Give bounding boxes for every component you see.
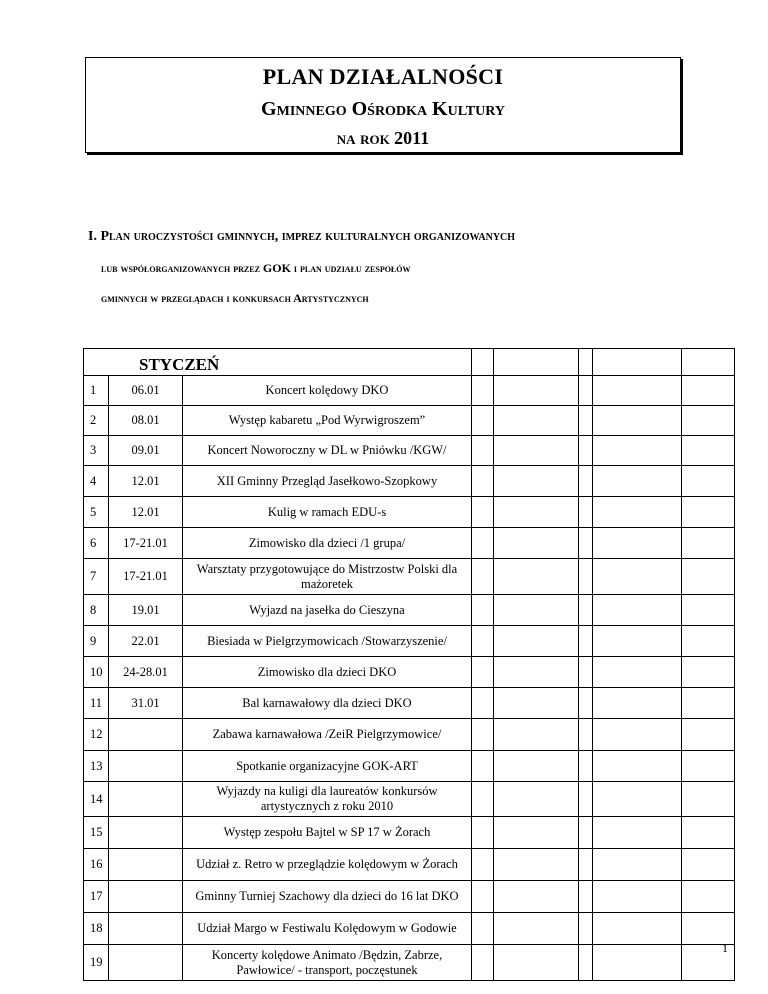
empty-cell (472, 528, 494, 559)
row-description: Koncerty kolędowe Animato /Będzin, Zabrze, Pawłowice/ - transport, poczęstunek (183, 945, 472, 981)
row-number: 16 (84, 849, 109, 881)
table-row (84, 751, 735, 782)
empty-cell (472, 751, 494, 782)
row-number: 2 (84, 406, 109, 436)
empty-cell (494, 782, 579, 817)
events-table (83, 348, 735, 981)
empty-cell (579, 466, 593, 497)
empty-cell (472, 559, 494, 595)
row-description: Koncert kolędowy DKO (183, 376, 472, 406)
row-number: 8 (84, 595, 109, 626)
empty-cell (593, 466, 682, 497)
empty-cell (494, 751, 579, 782)
table-row (84, 945, 735, 981)
row-number: 9 (84, 626, 109, 657)
row-number: 12 (84, 719, 109, 751)
empty-cell (472, 817, 494, 849)
table-row (84, 881, 735, 913)
document-subtitle: Gminnego Ośrodka Kultury (261, 98, 505, 120)
empty-cell (682, 595, 735, 626)
empty-cell (494, 595, 579, 626)
table-row (84, 595, 735, 626)
empty-cell (593, 376, 682, 406)
empty-cell (682, 466, 735, 497)
empty-cell (579, 559, 593, 595)
empty-cell (593, 751, 682, 782)
empty-cell (593, 436, 682, 466)
empty-cell (593, 657, 682, 688)
row-date: 31.01 (109, 688, 183, 719)
row-date (109, 945, 183, 981)
empty-cell (579, 436, 593, 466)
empty-cell (579, 881, 593, 913)
empty-cell (472, 436, 494, 466)
table-row (84, 849, 735, 881)
empty-cell (682, 657, 735, 688)
empty-cell (579, 688, 593, 719)
row-date: 22.01 (109, 626, 183, 657)
row-description: Występ zespołu Bajtel w SP 17 w Żorach (183, 817, 472, 849)
empty-cell (494, 688, 579, 719)
row-date: 17-21.01 (109, 528, 183, 559)
document-title: PLAN DZIAŁALNOŚCI (262, 64, 504, 89)
empty-cell (682, 626, 735, 657)
row-description: Gminny Turniej Szachowy dla dzieci do 16 lat DKO (183, 881, 472, 913)
table-row (84, 657, 735, 688)
empty-cell (682, 913, 735, 945)
section-heading-line-3: gminnych w przeglądach i konkursach Artystycznych (101, 291, 369, 305)
empty-cell (579, 376, 593, 406)
row-date (109, 719, 183, 751)
row-number: 3 (84, 436, 109, 466)
table-row (84, 528, 735, 559)
empty-cell (682, 751, 735, 782)
row-number: 10 (84, 657, 109, 688)
row-date: 12.01 (109, 466, 183, 497)
row-number: 5 (84, 497, 109, 528)
empty-cell (579, 595, 593, 626)
row-number: 11 (84, 688, 109, 719)
empty-cell (682, 406, 735, 436)
row-description: Wyjazd na jasełka do Cieszyna (183, 595, 472, 626)
empty-cell (579, 719, 593, 751)
empty-cell (682, 881, 735, 913)
empty-cell (593, 497, 682, 528)
table-row (84, 626, 735, 657)
empty-cell (593, 626, 682, 657)
empty-cell (593, 719, 682, 751)
empty-cell (472, 497, 494, 528)
table-row (84, 719, 735, 751)
row-number: 19 (84, 945, 109, 981)
row-description: Występ kabaretu „Pod Wyrwigroszem” (183, 406, 472, 436)
row-description: Spotkanie organizacyjne GOK-ART (183, 751, 472, 782)
row-date (109, 881, 183, 913)
row-description: XII Gminny Przegląd Jasełkowo-Szopkowy (183, 466, 472, 497)
empty-cell (472, 913, 494, 945)
row-date: 17-21.01 (109, 559, 183, 595)
empty-cell (494, 945, 579, 981)
empty-cell (472, 376, 494, 406)
table-row (84, 913, 735, 945)
document-year: na rok 2011 (336, 128, 430, 148)
empty-cell (682, 719, 735, 751)
empty-cell (682, 559, 735, 595)
empty-cell (472, 782, 494, 817)
empty-cell (494, 436, 579, 466)
empty-cell (494, 528, 579, 559)
empty-cell (494, 657, 579, 688)
empty-cell (593, 688, 682, 719)
month-name: STYCZEŃ (139, 355, 220, 374)
row-date (109, 849, 183, 881)
empty-cell (579, 406, 593, 436)
empty-cell (593, 559, 682, 595)
table-row (84, 782, 735, 817)
row-number: 14 (84, 782, 109, 817)
empty-cell (494, 466, 579, 497)
empty-cell (579, 817, 593, 849)
row-date (109, 913, 183, 945)
row-description: Bal karnawałowy dla dzieci DKO (183, 688, 472, 719)
empty-cell (682, 436, 735, 466)
empty-cell (579, 751, 593, 782)
page-number: 1 (722, 941, 728, 955)
empty-cell (579, 782, 593, 817)
row-date: 08.01 (109, 406, 183, 436)
row-date: 09.01 (109, 436, 183, 466)
row-description: Udział Margo w Festiwalu Kolędowym w Godowie (183, 913, 472, 945)
empty-cell (472, 406, 494, 436)
empty-cell (472, 849, 494, 881)
section-heading-line-1: I. Plan uroczystości gminnych, imprez kulturalnych organizowanych (88, 229, 516, 244)
empty-cell (494, 626, 579, 657)
empty-cell (682, 497, 735, 528)
row-description: Kulig w ramach EDU-s (183, 497, 472, 528)
row-number: 17 (84, 881, 109, 913)
empty-cell (682, 688, 735, 719)
empty-cell (494, 497, 579, 528)
empty-cell (494, 817, 579, 849)
empty-cell (472, 626, 494, 657)
empty-cell (472, 881, 494, 913)
empty-cell (593, 913, 682, 945)
empty-cell (593, 849, 682, 881)
empty-cell (682, 376, 735, 406)
section-heading (88, 228, 708, 306)
row-date: 19.01 (109, 595, 183, 626)
title-box (85, 57, 681, 153)
empty-cell (472, 657, 494, 688)
row-description: Wyjazdy na kuligi dla laureatów konkursów artystycznych z roku 2010 (183, 782, 472, 817)
row-number: 15 (84, 817, 109, 849)
empty-cell (682, 528, 735, 559)
row-date (109, 817, 183, 849)
events-table-body (84, 376, 735, 981)
empty-cell (579, 497, 593, 528)
row-date: 12.01 (109, 497, 183, 528)
row-date: 06.01 (109, 376, 183, 406)
section-heading-line-2: lub współorganizowanych przez GOK i plan udziału zespołów (101, 261, 411, 275)
empty-cell (472, 719, 494, 751)
table-row (84, 817, 735, 849)
row-number: 6 (84, 528, 109, 559)
row-description: Biesiada w Pielgrzymowicach /Stowarzyszenie/ (183, 626, 472, 657)
table-row (84, 466, 735, 497)
empty-cell (472, 945, 494, 981)
empty-cell (593, 528, 682, 559)
empty-cell (593, 406, 682, 436)
empty-cell (593, 817, 682, 849)
table-row (84, 436, 735, 466)
table-row (84, 497, 735, 528)
row-date: 24-28.01 (109, 657, 183, 688)
empty-cell (472, 688, 494, 719)
empty-cell (579, 849, 593, 881)
month-header-row (84, 349, 735, 376)
empty-cell (579, 528, 593, 559)
empty-cell (494, 849, 579, 881)
empty-cell (494, 881, 579, 913)
row-description: Zimowisko dla dzieci DKO (183, 657, 472, 688)
row-number: 13 (84, 751, 109, 782)
empty-cell (494, 406, 579, 436)
empty-cell (579, 657, 593, 688)
row-date (109, 751, 183, 782)
empty-cell (494, 913, 579, 945)
row-number: 1 (84, 376, 109, 406)
row-description: Warsztaty przygotowujące do Mistrzostw Polski dla mażoretek (183, 559, 472, 595)
row-number: 7 (84, 559, 109, 595)
row-description: Udział z. Retro w przeglądzie kolędowym w Żorach (183, 849, 472, 881)
empty-cell (593, 881, 682, 913)
empty-cell (682, 849, 735, 881)
empty-cell (494, 376, 579, 406)
row-description: Zimowisko dla dzieci /1 grupa/ (183, 528, 472, 559)
empty-cell (579, 626, 593, 657)
empty-cell (472, 466, 494, 497)
empty-cell (494, 559, 579, 595)
row-date (109, 782, 183, 817)
empty-cell (494, 719, 579, 751)
empty-cell (472, 595, 494, 626)
table-row (84, 559, 735, 595)
empty-cell (593, 782, 682, 817)
empty-cell (579, 945, 593, 981)
row-number: 18 (84, 913, 109, 945)
table-row (84, 688, 735, 719)
empty-cell (593, 945, 682, 981)
table-row (84, 376, 735, 406)
empty-cell (682, 782, 735, 817)
row-description: Koncert Noworoczny w DL w Pniówku /KGW/ (183, 436, 472, 466)
row-number: 4 (84, 466, 109, 497)
empty-cell (682, 817, 735, 849)
empty-cell (579, 913, 593, 945)
empty-cell (593, 595, 682, 626)
table-row (84, 406, 735, 436)
row-description: Zabawa karnawałowa /ZeiR Pielgrzymowice/ (183, 719, 472, 751)
